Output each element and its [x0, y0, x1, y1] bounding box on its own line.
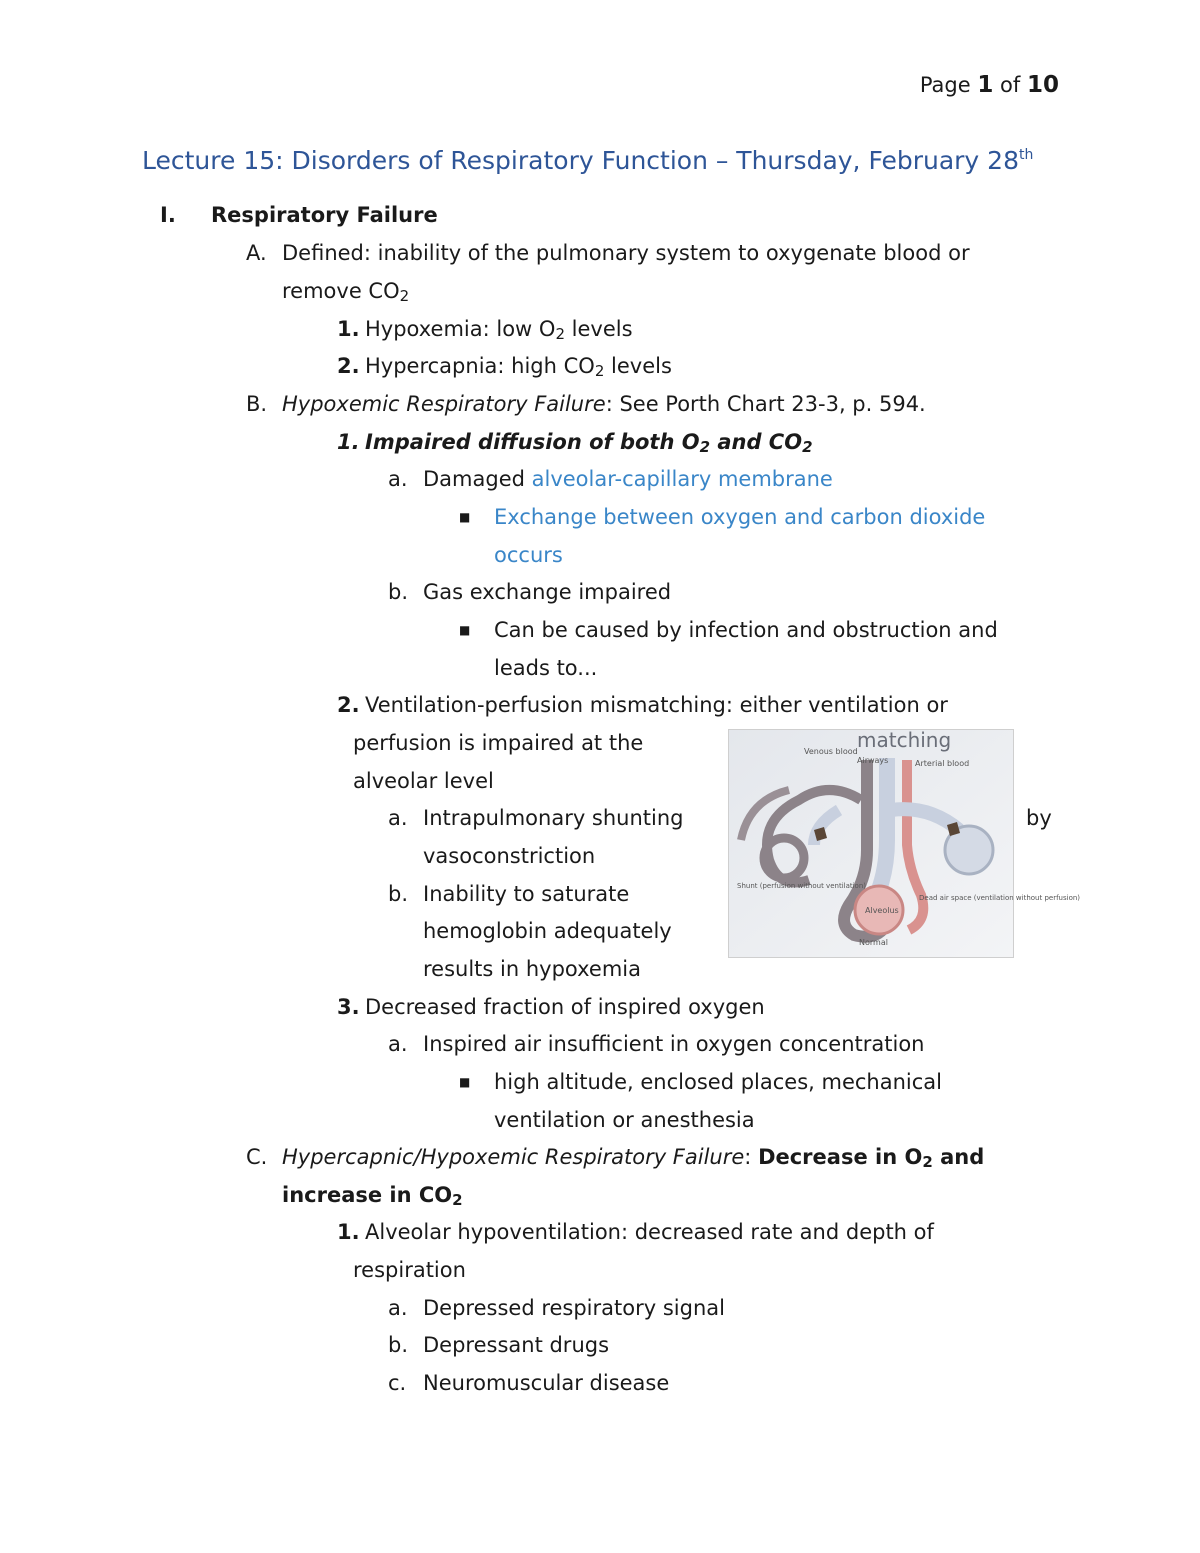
- label-normal: Normal: [859, 938, 888, 947]
- list-item: results in hypoxemia: [423, 957, 641, 981]
- label-shunt: Shunt (perfusion without ventilation): [737, 882, 867, 890]
- label-airways: Airways: [857, 756, 889, 765]
- bullet-icon: ■: [459, 1075, 471, 1089]
- list-letter: c.: [388, 1371, 407, 1395]
- list-letter: a.: [388, 1296, 408, 1320]
- list-item: increase in $CO_2$: [282, 1183, 463, 1209]
- subheading: Impaired diffusion of both $O_2$ and $CO_2$: [365, 430, 813, 456]
- list-item: respiration: [353, 1258, 466, 1282]
- list-item: by: [1026, 806, 1052, 830]
- list-item: vasoconstriction: [423, 844, 596, 868]
- list-item: Alveolar hypoventilation: decreased rate and depth of: [365, 1220, 934, 1244]
- list-item: Gas exchange impaired: [423, 580, 672, 604]
- list-item: Neuromuscular disease: [423, 1371, 670, 1395]
- highlighted-term: alveolar-capillary membrane: [531, 467, 833, 491]
- list-item: Ventilation-perfusion mismatching: either ventilation or: [365, 693, 948, 717]
- bullet-text: Exchange between oxygen and carbon dioxide: [494, 505, 986, 529]
- list-item: Hypercapnia: high $CO_2$ levels: [365, 354, 672, 380]
- page-title: Lecture 15: Disorders of Respiratory Function – Thursday, February 28th: [142, 146, 1034, 175]
- bullet-text: leads to...: [494, 656, 598, 680]
- list-item: Depressed respiratory signal: [423, 1296, 725, 1320]
- list-item: Inspired air insufficient in oxygen concentration: [423, 1032, 925, 1056]
- list-letter: b.: [388, 882, 409, 906]
- list-letter: a.: [388, 1032, 408, 1056]
- page-number: Page 1 of 10: [919, 72, 1059, 98]
- list-letter: b.: [388, 1333, 409, 1357]
- list-item: Damaged alveolar-capillary membrane: [423, 467, 833, 491]
- list-number: 2.: [337, 693, 360, 717]
- bullet-text: occurs: [494, 543, 563, 567]
- list-item: Intrapulmonary shunting: [423, 806, 684, 830]
- bullet-text: ventilation or anesthesia: [494, 1108, 755, 1132]
- list-item: Hypoxemia: low $O_2$ levels: [365, 317, 633, 343]
- list-letter: a.: [388, 806, 408, 830]
- bullet-icon: ■: [459, 510, 471, 524]
- list-item: alveolar level: [353, 769, 494, 793]
- figure-heading: matching: [857, 728, 952, 752]
- list-item: Inability to saturate: [423, 882, 630, 906]
- section-numeral: I.: [160, 203, 176, 227]
- list-number: 3.: [337, 995, 360, 1019]
- list-letter: a.: [388, 467, 408, 491]
- list-number: 1.: [337, 430, 360, 454]
- bullet-text: high altitude, enclosed places, mechanical: [494, 1070, 942, 1094]
- list-letter: B.: [246, 392, 268, 416]
- label-dead-space: Dead air space (ventilation without perfusion): [919, 894, 1081, 902]
- list-item: Depressant drugs: [423, 1333, 610, 1357]
- list-number: 2.: [337, 354, 360, 378]
- list-item: Hypercapnic/Hypoxemic Respiratory Failure: Decrease in $O_2$ and: [282, 1145, 985, 1171]
- list-letter: A.: [246, 241, 267, 265]
- list-item: hemoglobin adequately: [423, 919, 672, 943]
- list-number: 1.: [337, 317, 360, 341]
- section-heading: Respiratory Failure: [211, 203, 438, 227]
- definition-line: Defined: inability of the pulmonary system to oxygenate blood or: [282, 241, 970, 265]
- list-letter: C.: [246, 1145, 268, 1169]
- list-number: 1.: [337, 1220, 360, 1244]
- bullet-icon: ■: [459, 623, 471, 637]
- list-item: Hypoxemic Respiratory Failure: See Porth Chart 23-3, p. 594.: [282, 392, 926, 416]
- label-venous-blood: Venous blood: [804, 747, 858, 756]
- definition-line: remove $CO_2$: [282, 279, 410, 305]
- bullet-text: Can be caused by infection and obstruction and: [494, 618, 998, 642]
- list-item: perfusion is impaired at the: [353, 731, 644, 755]
- list-letter: b.: [388, 580, 409, 604]
- label-arterial-blood: Arterial blood: [915, 759, 970, 768]
- label-alveolus: Alveolus: [865, 906, 899, 915]
- list-item: Decreased fraction of inspired oxygen: [365, 995, 765, 1019]
